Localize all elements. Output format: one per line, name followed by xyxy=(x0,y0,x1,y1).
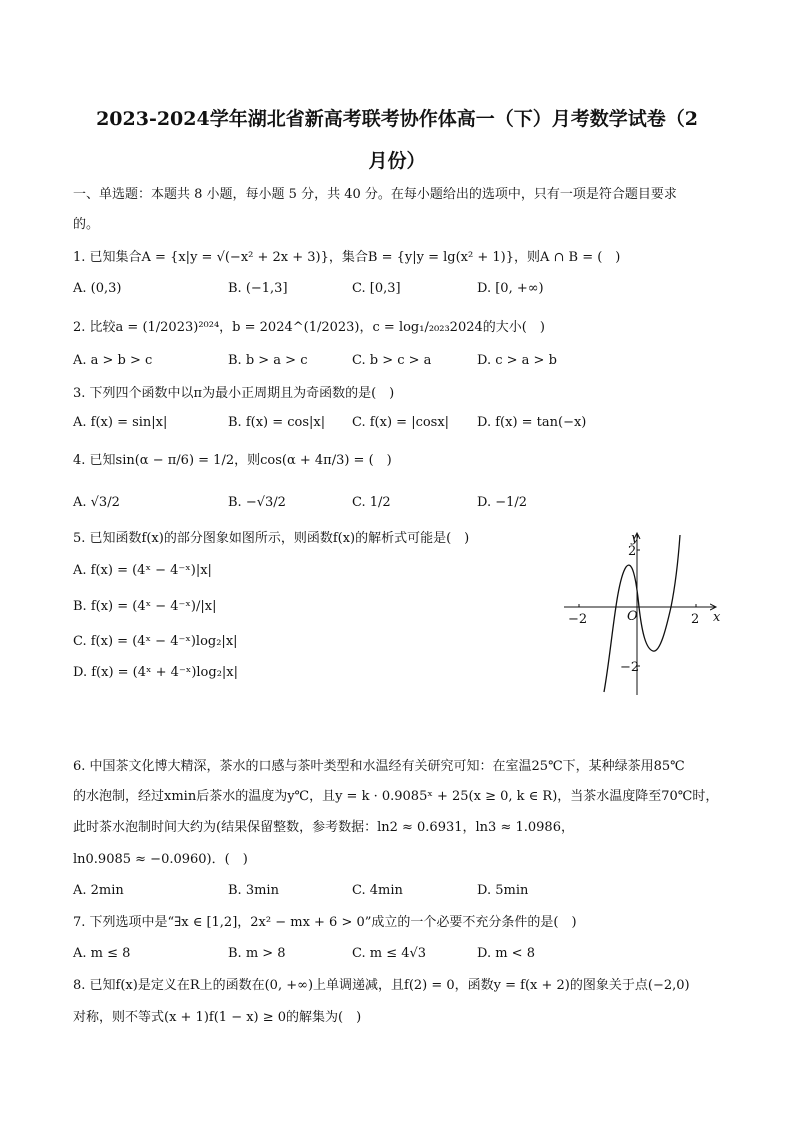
exam-title-line2: 月份） xyxy=(368,150,426,172)
x-axis-label: x xyxy=(713,610,721,625)
x-tick-label-2: 2 xyxy=(691,612,700,627)
q1-option-d: D. [0, +∞) xyxy=(477,281,544,296)
q5-option-b: B. f(x) = (4ˣ − 4⁻ˣ)/|x| xyxy=(73,599,217,614)
q4-option-d: D. −1/2 xyxy=(477,495,528,510)
q5-option-d: D. f(x) = (4ˣ + 4⁻ˣ)log₂|x| xyxy=(73,665,239,680)
q7-option-d: D. m < 8 xyxy=(477,946,535,961)
q1-option-b: B. (−1,3] xyxy=(228,281,288,296)
section-heading-cont: 的。 xyxy=(73,217,100,232)
exam-title-line1: 2023-2024学年湖北省新高考联考协作体高一（下）月考数学试卷（2 xyxy=(96,108,698,130)
q4-option-a: A. √3/2 xyxy=(73,495,120,510)
question-6-stem-line2: 的水泡制，经过xmin后茶水的温度为y℃，且y = k · 0.9085ˣ + 25(x ≥ 0, k ∈ R)，当茶水温度降至70℃时， xyxy=(73,789,719,804)
question-2-stem: 2. 比较a = (1/2023)²⁰²⁴，b = 2024^(1/2023)，c = log₁/₂₀₂₃2024的大小( ) xyxy=(73,320,545,335)
y-tick-label-neg2: −2 xyxy=(620,660,640,675)
q4-option-c: C. 1/2 xyxy=(352,495,391,510)
q7-option-b: B. m > 8 xyxy=(228,946,286,961)
q6-option-b: B. 3min xyxy=(228,883,279,898)
origin-label: O xyxy=(627,609,638,624)
question-7-stem: 7. 下列选项中是“∃x ∈ [1,2]，2x² − mx + 6 > 0”成立的一个必要不充分条件的是( ) xyxy=(73,915,577,930)
q7-option-c: C. m ≤ 4√3 xyxy=(352,946,427,961)
function-curve xyxy=(604,535,680,692)
q1-option-a: A. (0,3) xyxy=(73,281,122,296)
question-8-stem-line2: 对称，则不等式(x + 1)f(1 − x) ≥ 0的解集为( ) xyxy=(73,1010,362,1025)
question-6-stem-line4: ln0.9085 ≈ −0.0960)．( ) xyxy=(73,852,248,867)
y-axis-label: y xyxy=(631,531,639,546)
q6-option-a: A. 2min xyxy=(73,883,124,898)
q5-option-c: C. f(x) = (4ˣ − 4⁻ˣ)log₂|x| xyxy=(73,634,238,649)
q2-option-b: B. b > a > c xyxy=(228,353,308,368)
q3-option-b: B. f(x) = cos|x| xyxy=(228,415,326,430)
question-1-stem: 1. 已知集合A = {x|y = √(−x² + 2x + 3)}，集合B = {y|y = lg(x² + 1)}，则A ∩ B = ( ) xyxy=(73,250,621,265)
q2-option-c: C. b > c > a xyxy=(352,353,432,368)
q4-option-b: B. −√3/2 xyxy=(228,495,286,510)
question-4-stem: 4. 已知sin(α − π/6) = 1/2，则cos(α + 4π/3) = ( ) xyxy=(73,453,392,468)
section-heading: 一、单选题：本题共 8 小题，每小题 5 分，共 40 分。在每小题给出的选项中，只有一项是符合题目要求 xyxy=(73,187,677,202)
function-graph xyxy=(562,527,722,697)
q3-option-d: D. f(x) = tan(−x) xyxy=(477,415,587,430)
q2-option-d: D. c > a > b xyxy=(477,353,557,368)
q2-option-a: A. a > b > c xyxy=(73,353,153,368)
q6-option-d: D. 5min xyxy=(477,883,529,898)
q3-option-c: C. f(x) = |cosx| xyxy=(352,415,450,430)
q5-option-a: A. f(x) = (4ˣ − 4⁻ˣ)|x| xyxy=(73,563,212,578)
q6-option-c: C. 4min xyxy=(352,883,403,898)
q3-option-a: A. f(x) = sin|x| xyxy=(73,415,168,430)
question-6-stem-line3: 此时茶水泡制时间大约为(结果保留整数，参考数据：ln2 ≈ 0.6931，ln3 ≈ 1.0986， xyxy=(73,820,574,835)
question-6-stem-line1: 6. 中国茶文化博大精深，茶水的口感与茶叶类型和水温经有关研究可知：在室温25℃下，某种绿茶用85℃ xyxy=(73,759,685,774)
y-tick-label-2: 2 xyxy=(628,544,637,559)
q7-option-a: A. m ≤ 8 xyxy=(73,946,131,961)
x-tick-label-neg2: −2 xyxy=(568,612,588,627)
question-5-stem: 5. 已知函数f(x)的部分图象如图所示，则函数f(x)的解析式可能是( ) xyxy=(73,531,470,546)
question-8-stem-line1: 8. 已知f(x)是定义在R上的函数在(0, +∞)上单调递减，且f(2) = 0，函数y = f(x + 2)的图象关于点(−2,0) xyxy=(73,978,690,993)
question-3-stem: 3. 下列四个函数中以π为最小正周期且为奇函数的是( ) xyxy=(73,386,395,401)
q1-option-c: C. [0,3] xyxy=(352,281,401,296)
